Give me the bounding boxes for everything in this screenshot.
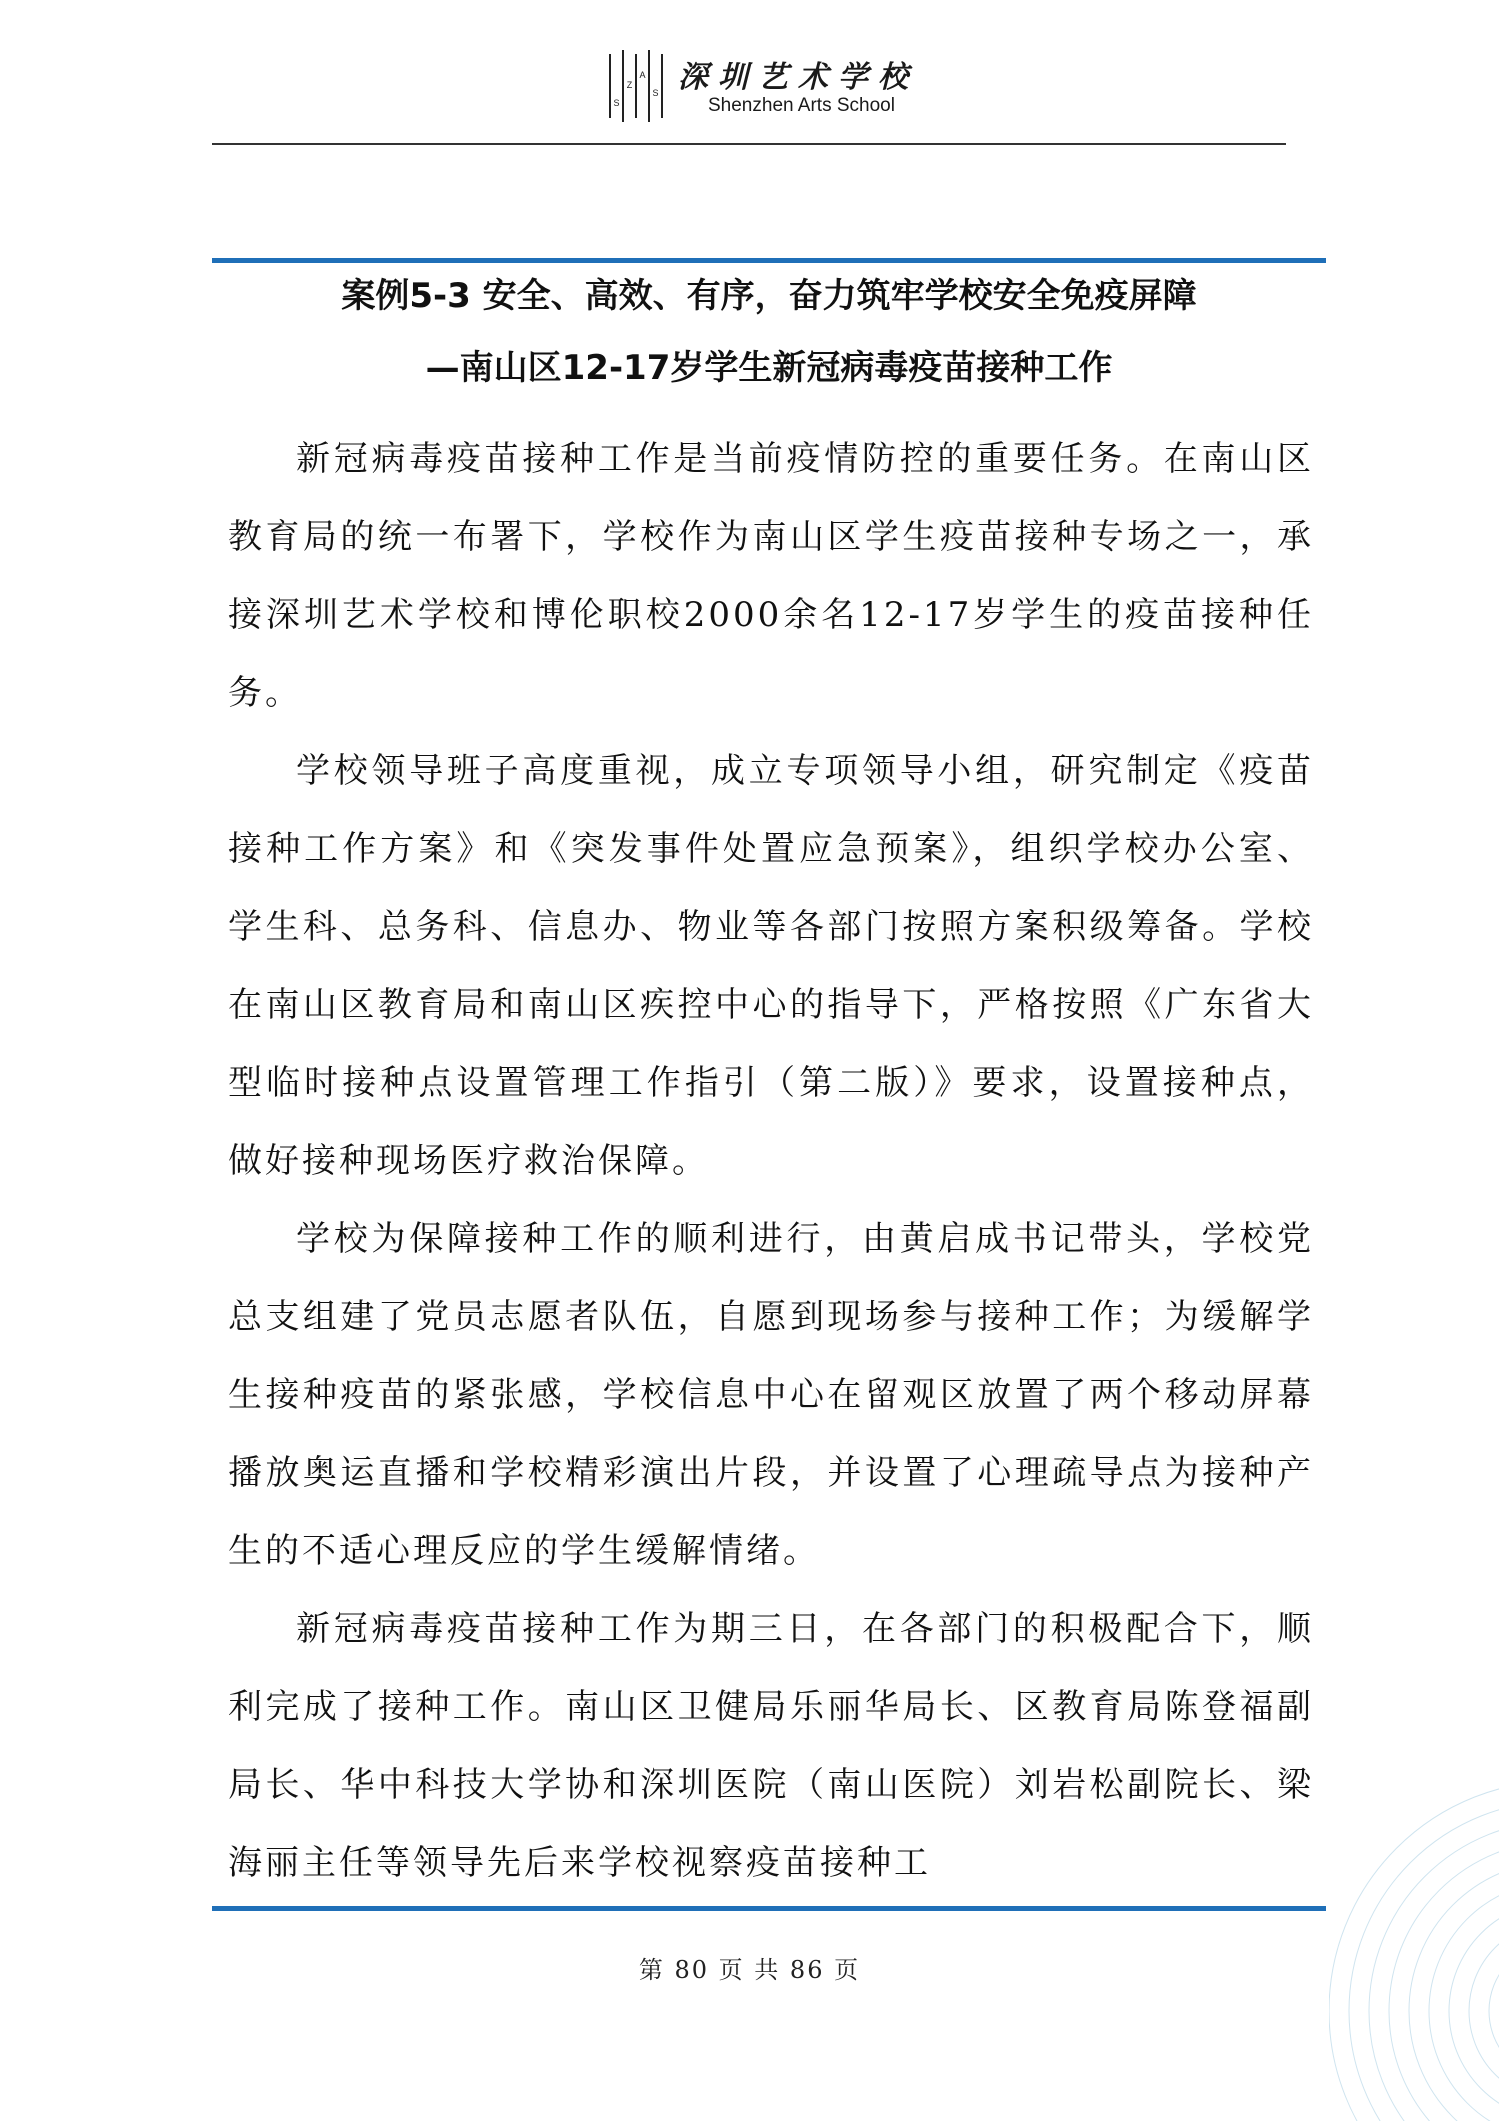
content-bottom-rule [212,1906,1326,1911]
paragraph: 新冠病毒疫苗接种工作是当前疫情防控的重要任务。在南山区教育局的统一布署下，学校作为南山区学生疫苗接种专场之一，承接深圳艺术学校和博伦职校2000余名12-17岁学生的疫苗接种任务。 [228,439,1314,713]
logo-letter: S [652,88,659,98]
content-top-rule [212,258,1326,263]
page-number: 第 80 页 共 86 页 [638,1956,861,1984]
page-header [0,40,1499,130]
school-name-en: Shenzhen Arts School [708,95,895,116]
logo-letter: S [613,98,620,108]
article-body [228,420,1314,1902]
decorative-rings-icon [1329,1651,1499,2121]
paragraph: 学校为保障接种工作的顺利进行，由黄启成书记带头，学校党总支组建了党员志愿者队伍，自愿到现场参与接种工作；为缓解学生接种疫苗的紧张感，学校信息中心在留观区放置了两个移动屏幕播放奥运直播和学校精彩演出片段，并设置了心理疏导点为接种产生的不适心理反应的学生缓解情绪。 [228,1219,1314,1571]
logo-letter: Z [626,80,633,90]
case-subtitle: —南山区12-17岁学生新冠病毒疫苗接种工作 [425,348,1113,388]
paragraph: 新冠病毒疫苗接种工作为期三日，在各部门的积极配合下，顺利完成了接种工作。南山区卫健局乐丽华局长、区教育局陈登福副局长、华中科技大学协和深圳医院（南山医院）刘岩松副院长、梁海丽主任等领导先后来学校视察疫苗接种工 [228,1609,1314,1883]
logo-letter: A [639,70,646,80]
school-logo-icon [606,48,666,124]
header-divider [212,143,1286,145]
school-name-cn: 深圳艺术学校 [678,60,918,95]
case-title: 案例5-3 安全、高效、有序，奋力筑牢学校安全免疫屏障 [341,276,1197,316]
paragraph: 学校领导班子高度重视，成立专项领导小组，研究制定《疫苗接种工作方案》和《突发事件处置应急预案》，组织学校办公室、学生科、总务科、信息办、物业等各部门按照方案积级筹备。学校在南山区教育局和南山区疾控中心的指导下，严格按照《广东省大型临时接种点设置管理工作指引（第二版）》要求，设置接种点，做好接种现场医疗救治保障。 [228,751,1314,1181]
